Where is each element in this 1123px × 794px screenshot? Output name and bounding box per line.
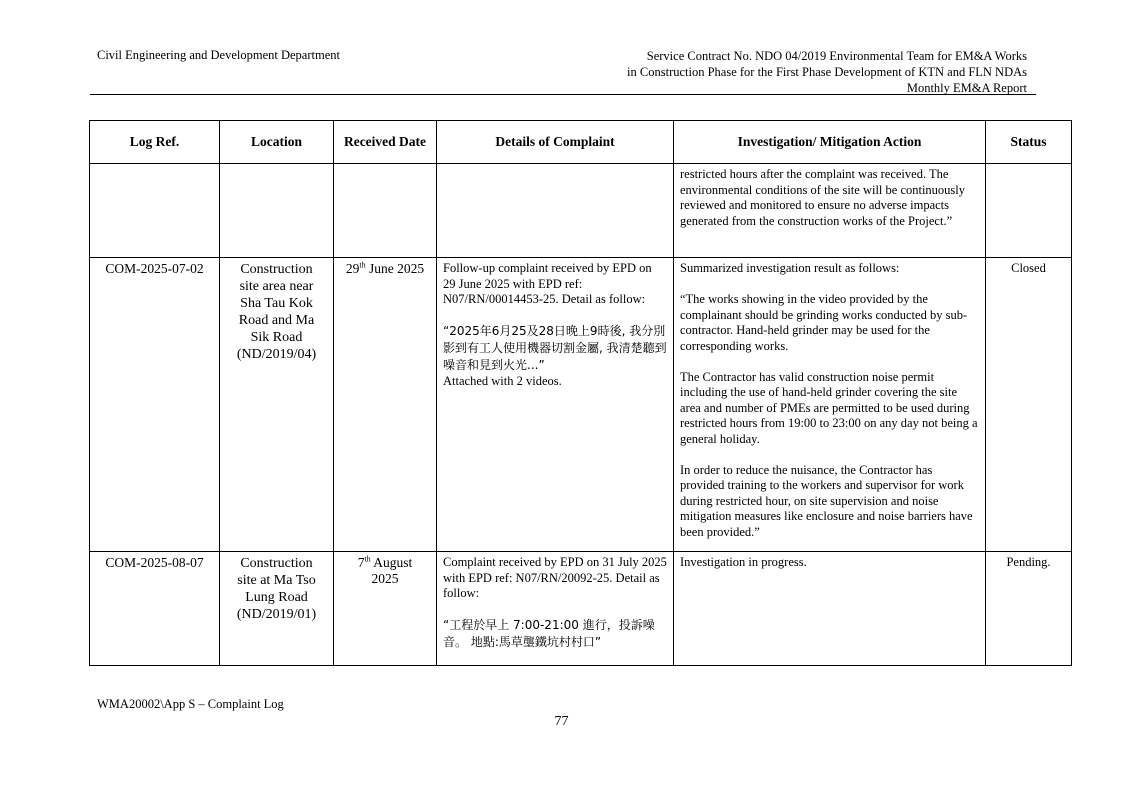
date-month: August (370, 555, 413, 570)
column-header-investigation: Investigation/ Mitigation Action (674, 121, 986, 164)
header-report-title: Monthly EM&A Report (906, 81, 1027, 95)
table-header-row (90, 121, 1072, 164)
date-month-year: June 2025 (365, 261, 425, 276)
date-suffix: th (364, 554, 371, 564)
location-line: Sha Tau Kok (240, 296, 313, 311)
location-line: Construction (240, 556, 313, 571)
investigation-paragraph: Investigation in progress. (680, 555, 807, 569)
cell-status: Closed (986, 258, 1072, 552)
investigation-paragraph: “The works showing in the video provided by the complainant should be grinding works conducted by sub-contractor. Hand-held grinder may be used for the corresponding works. (680, 292, 968, 353)
complaint-log-table (89, 120, 1072, 666)
cell-received-date (334, 258, 437, 552)
details-attachment-note: Attached with 2 videos. (443, 374, 562, 388)
column-header-details: Details of Complaint (437, 121, 674, 164)
header-department: Civil Engineering and Development Department (97, 48, 340, 62)
investigation-paragraph: Summarized investigation result as follows: (680, 261, 900, 275)
details-quote: “工程於早上 7:00-21:00 進行，投訴噪音。 地點:馬草壟鐵坑村村口” (443, 618, 655, 649)
cell-details (437, 552, 674, 666)
cell-details (437, 258, 674, 552)
details-paragraph: Complaint received by EPD on 31 July 2025 with EPD ref: N07/RN/20092-25. Detail as follow: (443, 555, 667, 600)
details-quote: “2025年6月25及28日晚上9時後, 我分別影到有工人使用機器切割金屬, 我清楚聽到噪音和見到火光...” (443, 324, 667, 372)
location-line: Sik Road (250, 330, 303, 345)
cell-log-ref: COM-2025-08-07 (90, 552, 220, 666)
details-paragraph: Follow-up complaint received by EPD on 29 June 2025 with EPD ref: N07/RN/00014453-25. Detail as follow: (443, 261, 652, 306)
location-line: Construction (240, 262, 313, 277)
cell-received-date (334, 552, 437, 666)
cell-empty (220, 164, 334, 258)
cell-location (220, 258, 334, 552)
location-line: Lung Road (245, 590, 308, 605)
page-number: 77 (554, 714, 569, 729)
header-contract-line: Service Contract No. NDO 04/2019 Environmental Team for EM&A Works (646, 49, 1027, 63)
investigation-paragraph: The Contractor has valid construction noise permit including the use of hand-held grinder covering the site area and number of PMEs are permitted to be used during restricted hours from 19:00 to 23:00 on any day not being a general holiday. (680, 369, 978, 446)
date-year: 2025 (371, 570, 399, 586)
location-line: (ND/2019/01) (236, 607, 317, 622)
column-header-status: Status (986, 121, 1072, 164)
date-suffix: th (359, 260, 366, 270)
cell-empty (986, 164, 1072, 258)
footer-file-reference: WMA20002\App S – Complaint Log (97, 697, 284, 711)
header-contract-line: in Construction Phase for the First Phase Development of KTN and FLN NDAs (627, 65, 1027, 79)
cell-investigation (674, 552, 986, 666)
cell-empty (334, 164, 437, 258)
cell-log-ref: COM-2025-07-02 (90, 258, 220, 552)
location-line: (ND/2019/04) (236, 347, 317, 362)
location-line: site at Ma Tso (237, 573, 316, 588)
column-header-location: Location (220, 121, 334, 164)
column-header-received-date: Received Date (334, 121, 437, 164)
location-line: site area near (239, 279, 314, 294)
table-row (90, 552, 1072, 666)
cell-status: Pending. (986, 552, 1072, 666)
table-row (90, 258, 1072, 552)
date-day: 29 (345, 261, 360, 276)
investigation-paragraph: In order to reduce the nuisance, the Contractor has provided training to the workers and supervisor for work during restricted hour, on site supervision and noise mitigation measures like enclosure and noise barriers have been provided.” (680, 462, 973, 539)
date-day: 7 (357, 555, 365, 570)
header-divider (90, 94, 1036, 95)
cell-investigation (674, 258, 986, 552)
cell-location (220, 552, 334, 666)
header-contract-info (507, 48, 1027, 96)
location-line: Road and Ma (238, 313, 315, 328)
column-header-log-ref: Log Ref. (90, 121, 220, 164)
table-row-continuation (90, 164, 1072, 258)
cell-investigation-continued: restricted hours after the complaint was received. The environmental conditions of the site will be continuously reviewed and monitored to ensure no adverse impacts generated from the construction works of the Project.” (674, 164, 986, 258)
cell-empty (90, 164, 220, 258)
cell-empty (437, 164, 674, 258)
